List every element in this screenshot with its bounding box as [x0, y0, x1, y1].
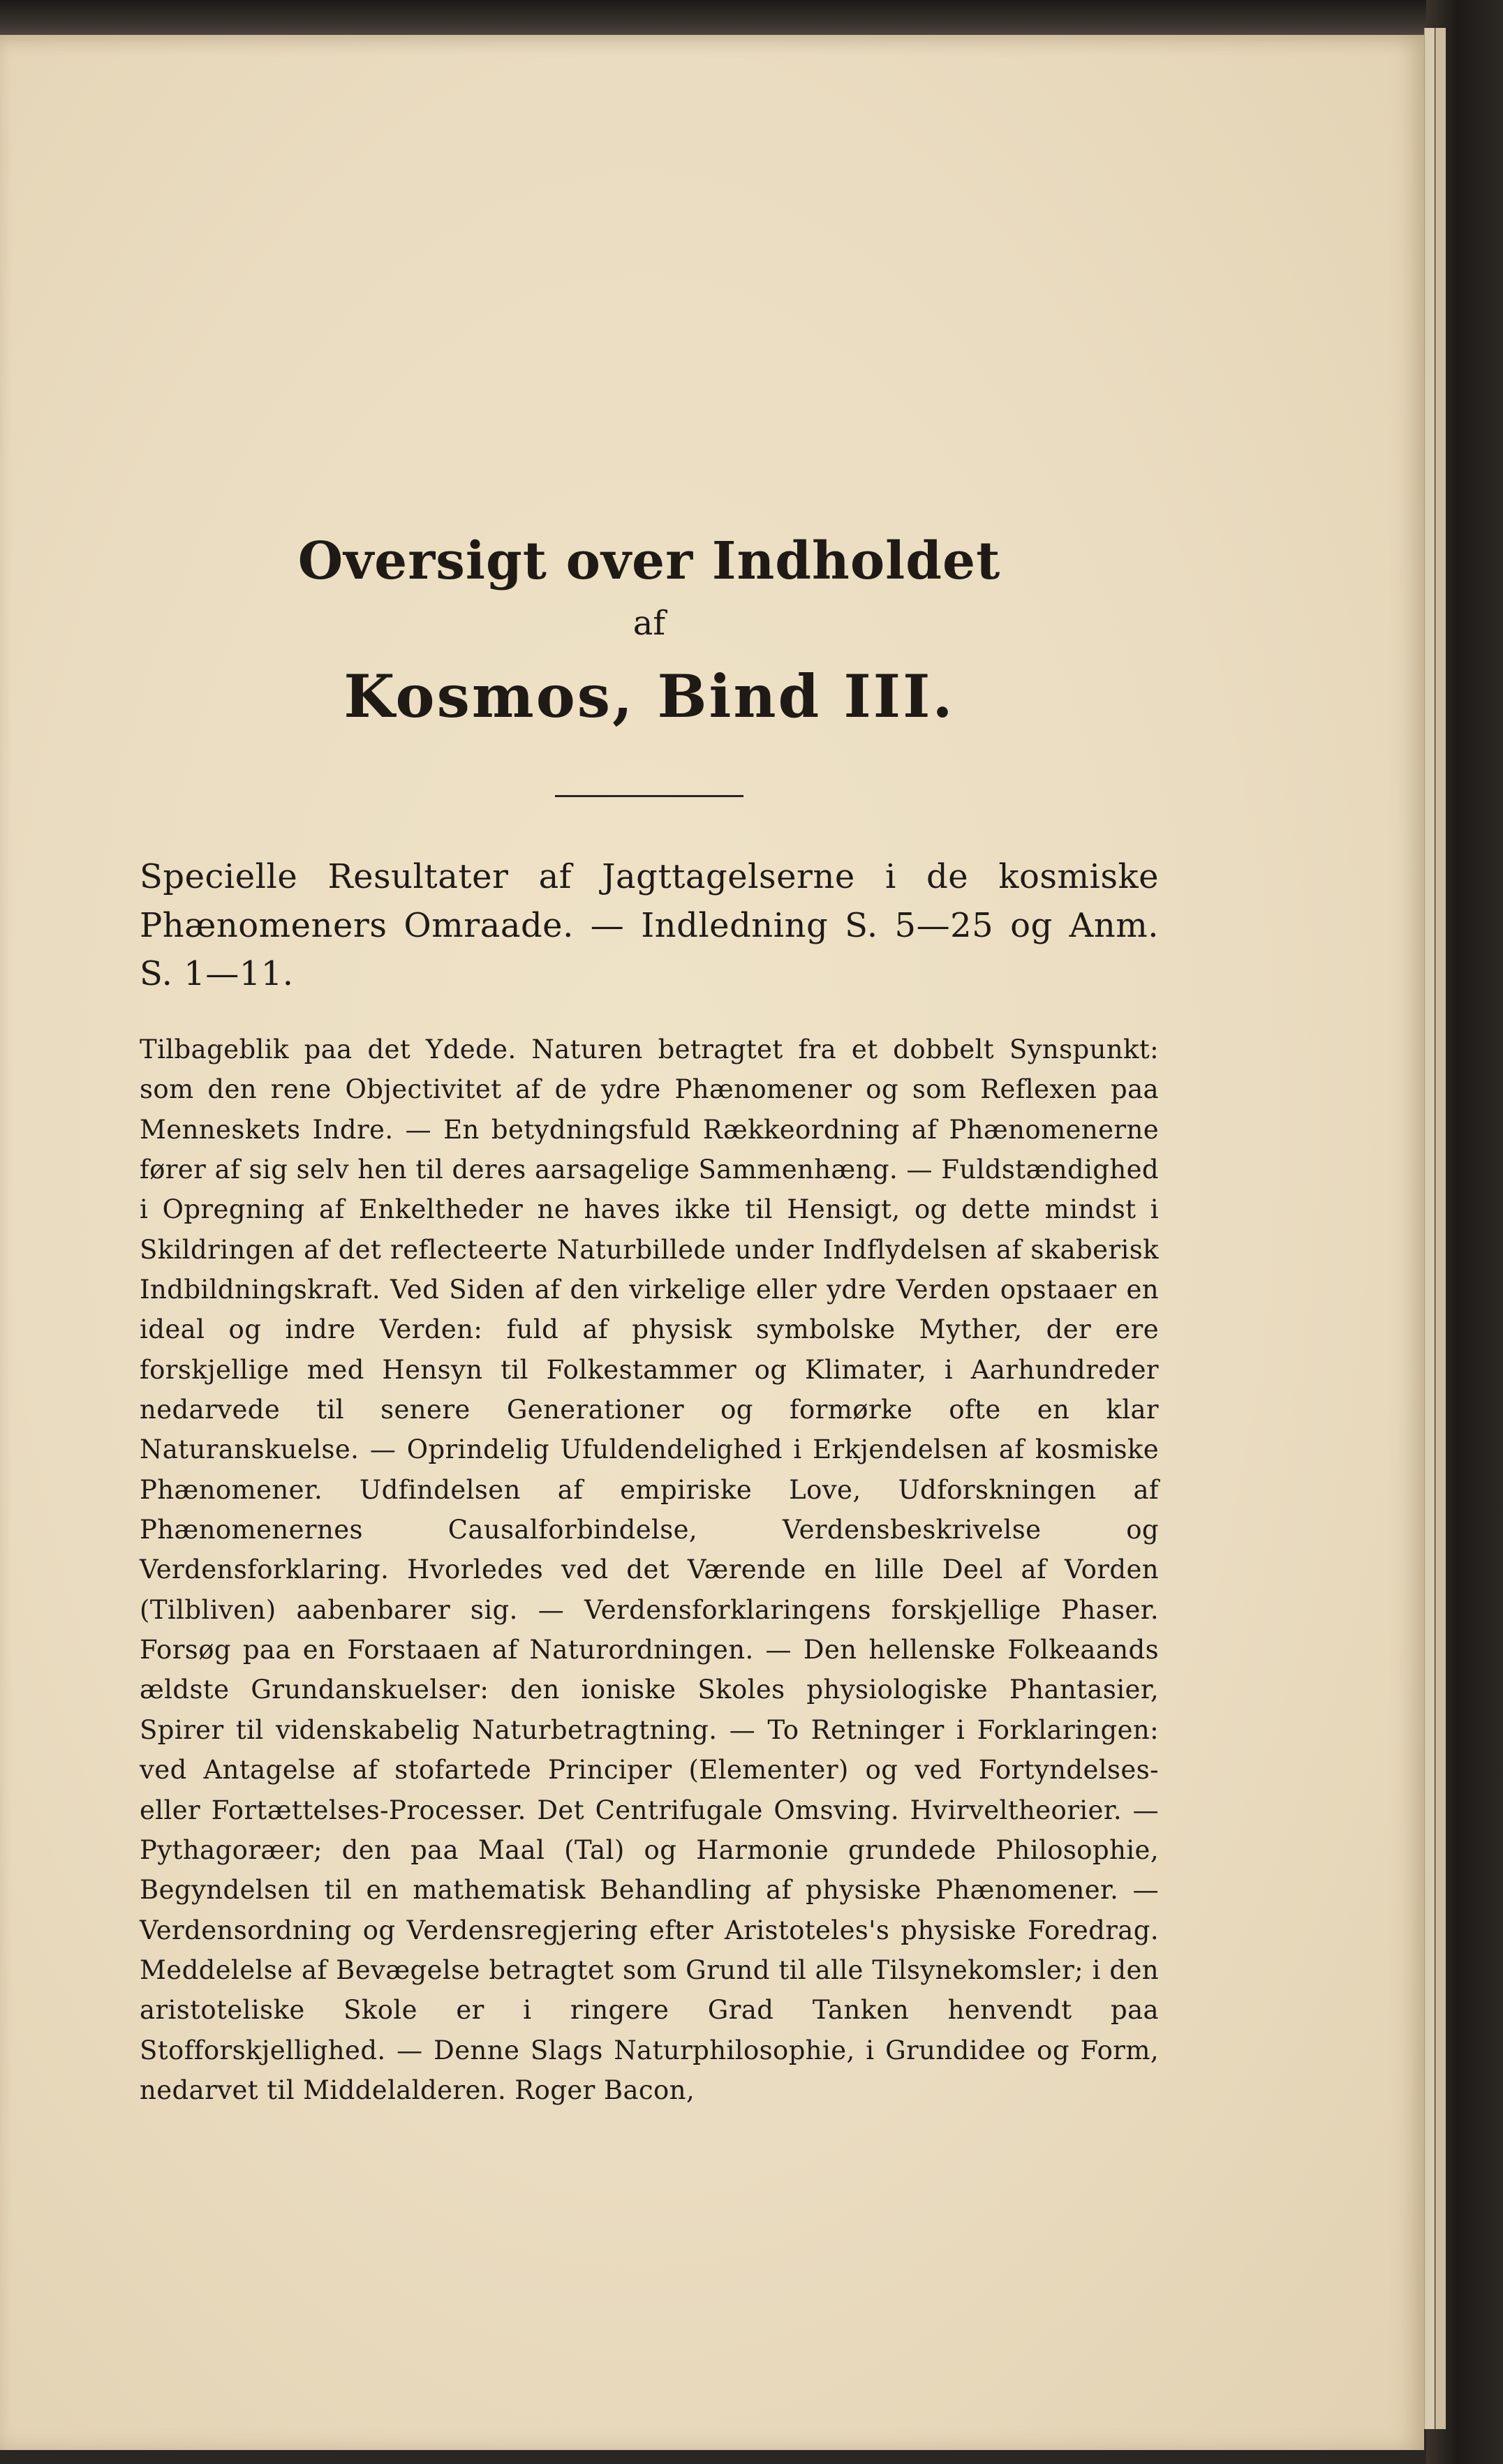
page-edge: [1424, 28, 1435, 2429]
title-connector: af: [632, 603, 666, 643]
document-subtitle: Kosmos, Bind III.: [343, 662, 955, 732]
section-heading: Specielle Resultater af Jagttagelserne i de kosmiske Phænomeners Omraade. — Indledning S. 5—25 og Anm. S. 1—11.: [140, 857, 1159, 994]
document-title: Oversigt over Indholdet: [297, 531, 1001, 591]
body-paragraph: Tilbageblik paa det Ydede. Naturen betragtet fra et dobbelt Synspunkt: som den rene Objectivitet af de ydre Phænomener og som Reflexen paa Menneskets Indre. — En betydningsfuld Rækkeordning af Phænomenerne fører af sig selv hen til deres aarsagelige Sammenhæng. — Fuldstændighed i Opregning af Enkeltheder ne haves ikke til Hensigt, og dette mindst i Skildringen af det reflecteerte Naturbillede under Indflydelsen af skaberisk Indbildningskraft. Ved Siden af den virkelige eller ydre Verden opstaaer en ideal og indre Verden: fuld af physisk symbolske Myther, der ere forskjellige med Hensyn til Folkestammer og Klimater, i Aarhundreder nedarvede til senere Generationer og formørke ofte en klar Naturanskuelse. — Oprindelig Ufuldendelighed i Erkjendelsen af kosmiske Phænomener. Udfindelsen af empiriske Love, Udforskningen af Phænomenernes Causalforbindelse, Verdensbeskrivelse og Verdensforklaring. Hvorledes ved det Værende en lille Deel af Vorden (Tilbliven) aabenbarer sig. — Verdensforklaringens forskjellige Phaser. Forsøg paa en Forstaaen af Naturordningen. — Den hellenske Folkeaands ældste Grundanskuelser: den ioniske Skoles physiologiske Phantasier, Spirer til videnskabelig Naturbetragtning. — To Retninger i Forklaringen: ved Antagelse af stofartede Principer (Elementer) og ved Fortyndelses- eller Fortættelses-Processer. Det Centrifugale Omsving. Hvirveltheorier. — Pythagoræer; den paa Maal (Tal) og Harmonie grundede Philosophie, Begyndelsen til en mathematisk Behandling af physiske Phænomener. — Verdensordning og Verdensregjering efter Aristoteles's physiske Foredrag. Meddelelse af Bevægelse betragtet som Grund til alle Tilsynekomsler; i den aristoteliske Skole er i ringere Grad Tanken henvendt paa Stofforskjellighed. — Denne Slags Naturphilosophie, i Grundidee og Form, nedarvet til Middelalderen. Roger Bacon,: [140, 1034, 1159, 2105]
title-rule: [555, 795, 743, 797]
page-edge: [1435, 28, 1446, 2429]
page-content: [140, 503, 1159, 2110]
